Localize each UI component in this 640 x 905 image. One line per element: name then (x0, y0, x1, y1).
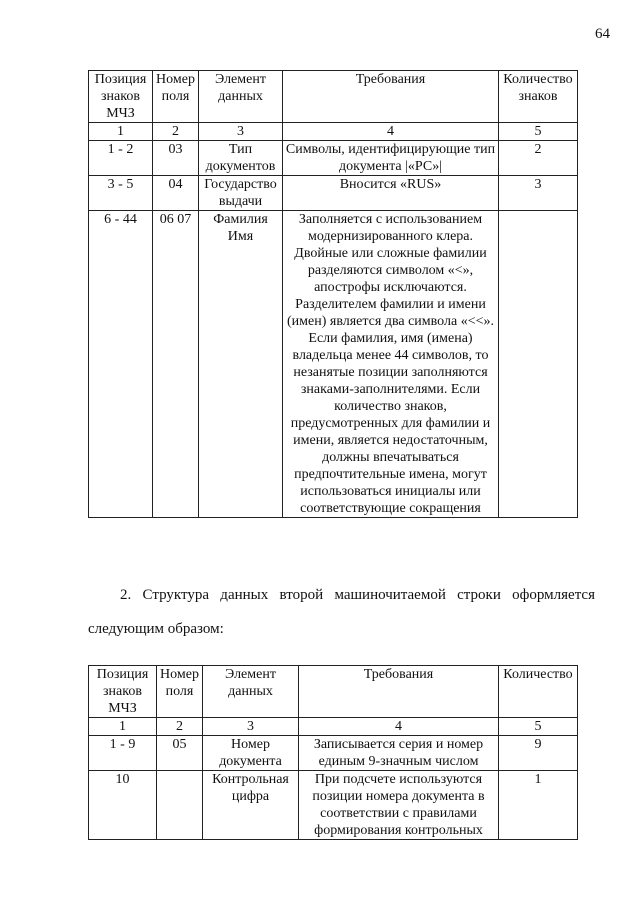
cell-position: 1 - 9 (89, 736, 157, 771)
table-row (89, 736, 578, 771)
cell-count: 3 (499, 176, 578, 211)
header-field: Номер поля (157, 666, 203, 718)
column-number-row (89, 718, 578, 736)
paragraph-line: 2. Структура данных второй машиночитаемой строки оформляется (120, 587, 595, 603)
cell-field: 05 (157, 736, 203, 771)
cell-field: 03 (153, 141, 199, 176)
column-number: 5 (499, 718, 578, 736)
column-number: 1 (89, 123, 153, 141)
mrz-line2-table (88, 665, 578, 840)
cell-element: Тип документов (199, 141, 283, 176)
cell-count: 2 (499, 141, 578, 176)
cell-field: 06 07 (153, 211, 199, 518)
column-number: 4 (283, 123, 499, 141)
column-number: 5 (499, 123, 578, 141)
cell-element: Фамилия Имя (199, 211, 283, 518)
table-row (89, 211, 578, 518)
column-number: 3 (203, 718, 299, 736)
column-number: 1 (89, 718, 157, 736)
header-count: Количество знаков (499, 71, 578, 123)
cell-position: 1 - 2 (89, 141, 153, 176)
header-requirements: Требования (283, 71, 499, 123)
cell-requirements: При подсчете используются позиции номера документа в соответствии с правилами формирования контрольных (299, 771, 499, 840)
table-row (89, 771, 578, 840)
cell-requirements: Вносится «RUS» (283, 176, 499, 211)
cell-field: 04 (153, 176, 199, 211)
table-row (89, 141, 578, 176)
column-number: 3 (199, 123, 283, 141)
cell-element: Государство выдачи (199, 176, 283, 211)
cell-position: 10 (89, 771, 157, 840)
column-number: 4 (299, 718, 499, 736)
table-header-row (89, 666, 578, 718)
cell-count (499, 211, 578, 518)
cell-position: 6 - 44 (89, 211, 153, 518)
header-element: Элемент данных (203, 666, 299, 718)
cell-requirements: Символы, идентифицирующие тип документа |«РС»| (283, 141, 499, 176)
cell-field (157, 771, 203, 840)
cell-position: 3 - 5 (89, 176, 153, 211)
paragraph-line: следующим образом: (88, 621, 224, 637)
cell-element: Номер документа (203, 736, 299, 771)
column-number: 2 (157, 718, 203, 736)
column-number-row (89, 123, 578, 141)
cell-requirements: Записывается серия и номер единым 9-значным числом (299, 736, 499, 771)
table-row (89, 176, 578, 211)
header-position: Позиция знаков МЧЗ (89, 71, 153, 123)
body-paragraph (88, 582, 595, 642)
header-requirements: Требования (299, 666, 499, 718)
cell-count: 9 (499, 736, 578, 771)
mrz-line1-table (88, 70, 578, 518)
column-number: 2 (153, 123, 199, 141)
page-number: 64 (595, 26, 610, 42)
cell-count: 1 (499, 771, 578, 840)
header-element: Элемент данных (199, 71, 283, 123)
cell-requirements: Заполняется с использованием модернизированного клера. Двойные или сложные фамилии разделяются символом «<», апострофы исключаются. Разделителем фамилии и имени (имен) является два символа «<<». Если фамилия, имя (имена) владельца менее 44 символов, то незанятые позиции заполняются знаками-заполнителями. Если количество знаков, предусмотренных для фамилии и имени, является недостаточным, должны впечатываться предпочтительные имена, могут использоваться инициалы или соответствующие сокращения (283, 211, 499, 518)
cell-element: Контрольная цифра (203, 771, 299, 840)
header-count: Количество (499, 666, 578, 718)
header-field: Номер поля (153, 71, 199, 123)
table-header-row (89, 71, 578, 123)
header-position: Позиция знаков МЧЗ (89, 666, 157, 718)
